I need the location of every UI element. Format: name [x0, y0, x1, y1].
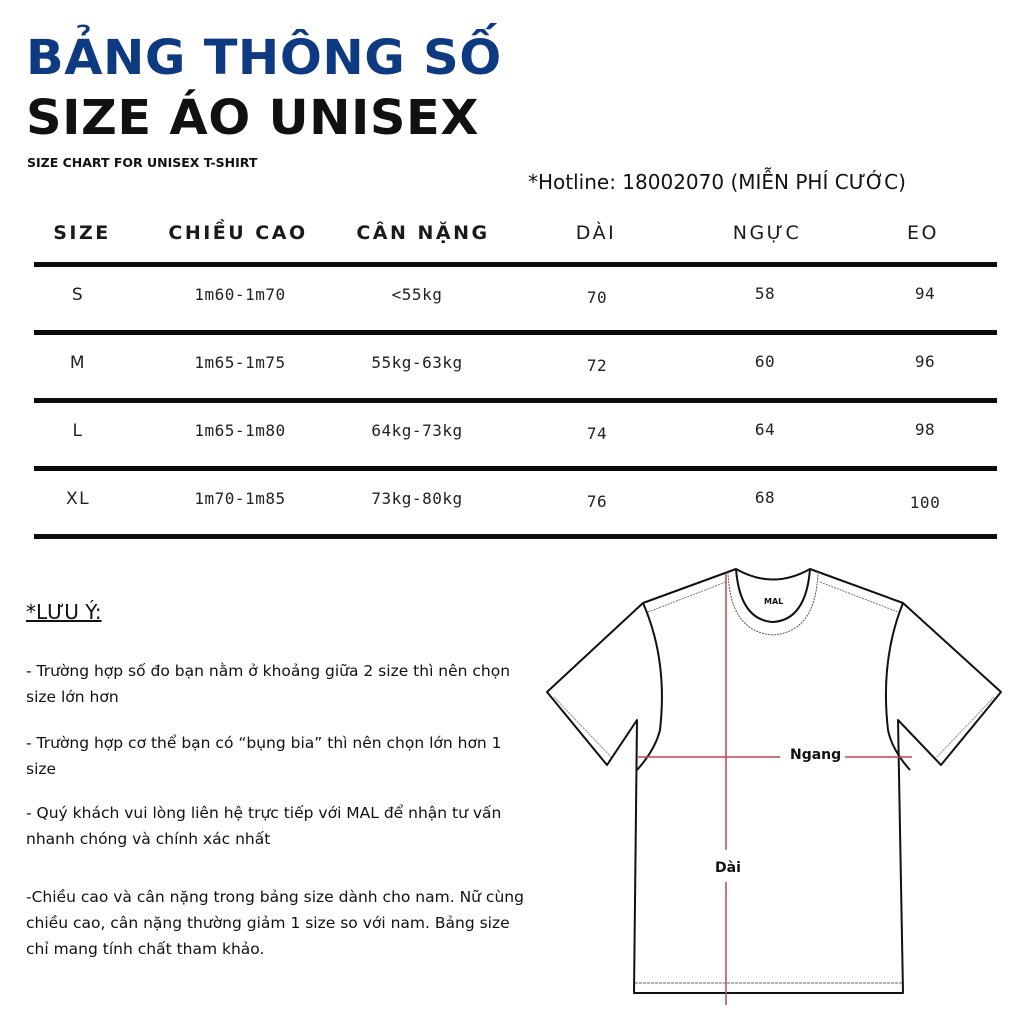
- cell-length: 70: [586, 288, 608, 307]
- table-row: [34, 267, 997, 330]
- cell-chest: 60: [754, 352, 776, 371]
- cell-height: 1m60-1m70: [194, 285, 286, 304]
- note-item: - Trường hợp số đo bạn nằm ở khoảng giữa 2 size thì nên chọn size lớn hơn: [26, 662, 511, 706]
- note-item: - Trường hợp cơ thể bạn có “bụng bia” thì nên chọn lớn hơn 1 size: [26, 734, 502, 778]
- cell-chest: 58: [754, 284, 776, 303]
- title-line-2: SIZE ÁO UNISEX: [26, 90, 479, 146]
- cell-size: XL: [65, 489, 91, 509]
- table-row: [34, 403, 997, 466]
- tshirt-diagram: [540, 560, 1010, 1010]
- col-header-length: DÀI: [575, 222, 617, 244]
- brand-label: MAL: [764, 597, 784, 606]
- size-table: [34, 210, 997, 539]
- cell-weight: <55kg: [391, 285, 443, 304]
- col-header-chest: NGỰC: [732, 222, 802, 244]
- length-label: Dài: [715, 860, 741, 876]
- cell-height: 1m70-1m85: [194, 489, 286, 508]
- cell-weight: 64kg-73kg: [371, 421, 463, 440]
- cell-length: 74: [586, 424, 608, 443]
- notes-title: *LƯU Ý:: [26, 600, 102, 624]
- col-header-size: SIZE: [53, 222, 111, 244]
- cell-length: 72: [586, 356, 608, 375]
- table-header: [34, 210, 997, 262]
- col-header-waist: EO: [907, 222, 939, 244]
- cell-chest: 68: [754, 488, 776, 507]
- hotline-text: *Hotline: 18002070 (MIỄN PHÍ CƯỚC): [528, 170, 906, 194]
- note-item: - Quý khách vui lòng liên hệ trực tiếp với MAL để nhận tư vấn nhanh chóng và chính xác nhất: [26, 804, 502, 848]
- title-line-1: BẢNG THÔNG SỐ: [26, 30, 502, 86]
- cell-size: S: [71, 285, 85, 305]
- cell-length: 76: [586, 492, 608, 511]
- subtitle: SIZE CHART FOR UNISEX T-SHIRT: [27, 155, 258, 170]
- cell-height: 1m65-1m80: [194, 421, 286, 440]
- table-row: [34, 471, 997, 534]
- cell-waist: 94: [914, 284, 936, 303]
- tshirt-outline-icon: [540, 560, 1010, 1010]
- table-row: [34, 335, 997, 398]
- col-header-height: CHIỀU CAO: [168, 222, 308, 244]
- cell-size: M: [69, 353, 87, 373]
- cell-size: L: [72, 421, 84, 441]
- cell-weight: 73kg-80kg: [371, 489, 463, 508]
- cell-chest: 64: [754, 420, 776, 439]
- col-header-weight: CÂN NẶNG: [356, 222, 490, 244]
- cell-waist: 100: [909, 493, 941, 512]
- cell-weight: 55kg-63kg: [371, 353, 463, 372]
- cell-height: 1m65-1m75: [194, 353, 286, 372]
- table-divider: [34, 534, 997, 539]
- width-label: Ngang: [790, 747, 842, 763]
- note-item: -Chiều cao và cân nặng trong bảng size dành cho nam. Nữ cùng chiều cao, cân nặng thường giảm 1 size so với nam. Bảng size chỉ mang tính chất tham khảo.: [26, 888, 524, 958]
- cell-waist: 96: [914, 352, 936, 371]
- cell-waist: 98: [914, 420, 936, 439]
